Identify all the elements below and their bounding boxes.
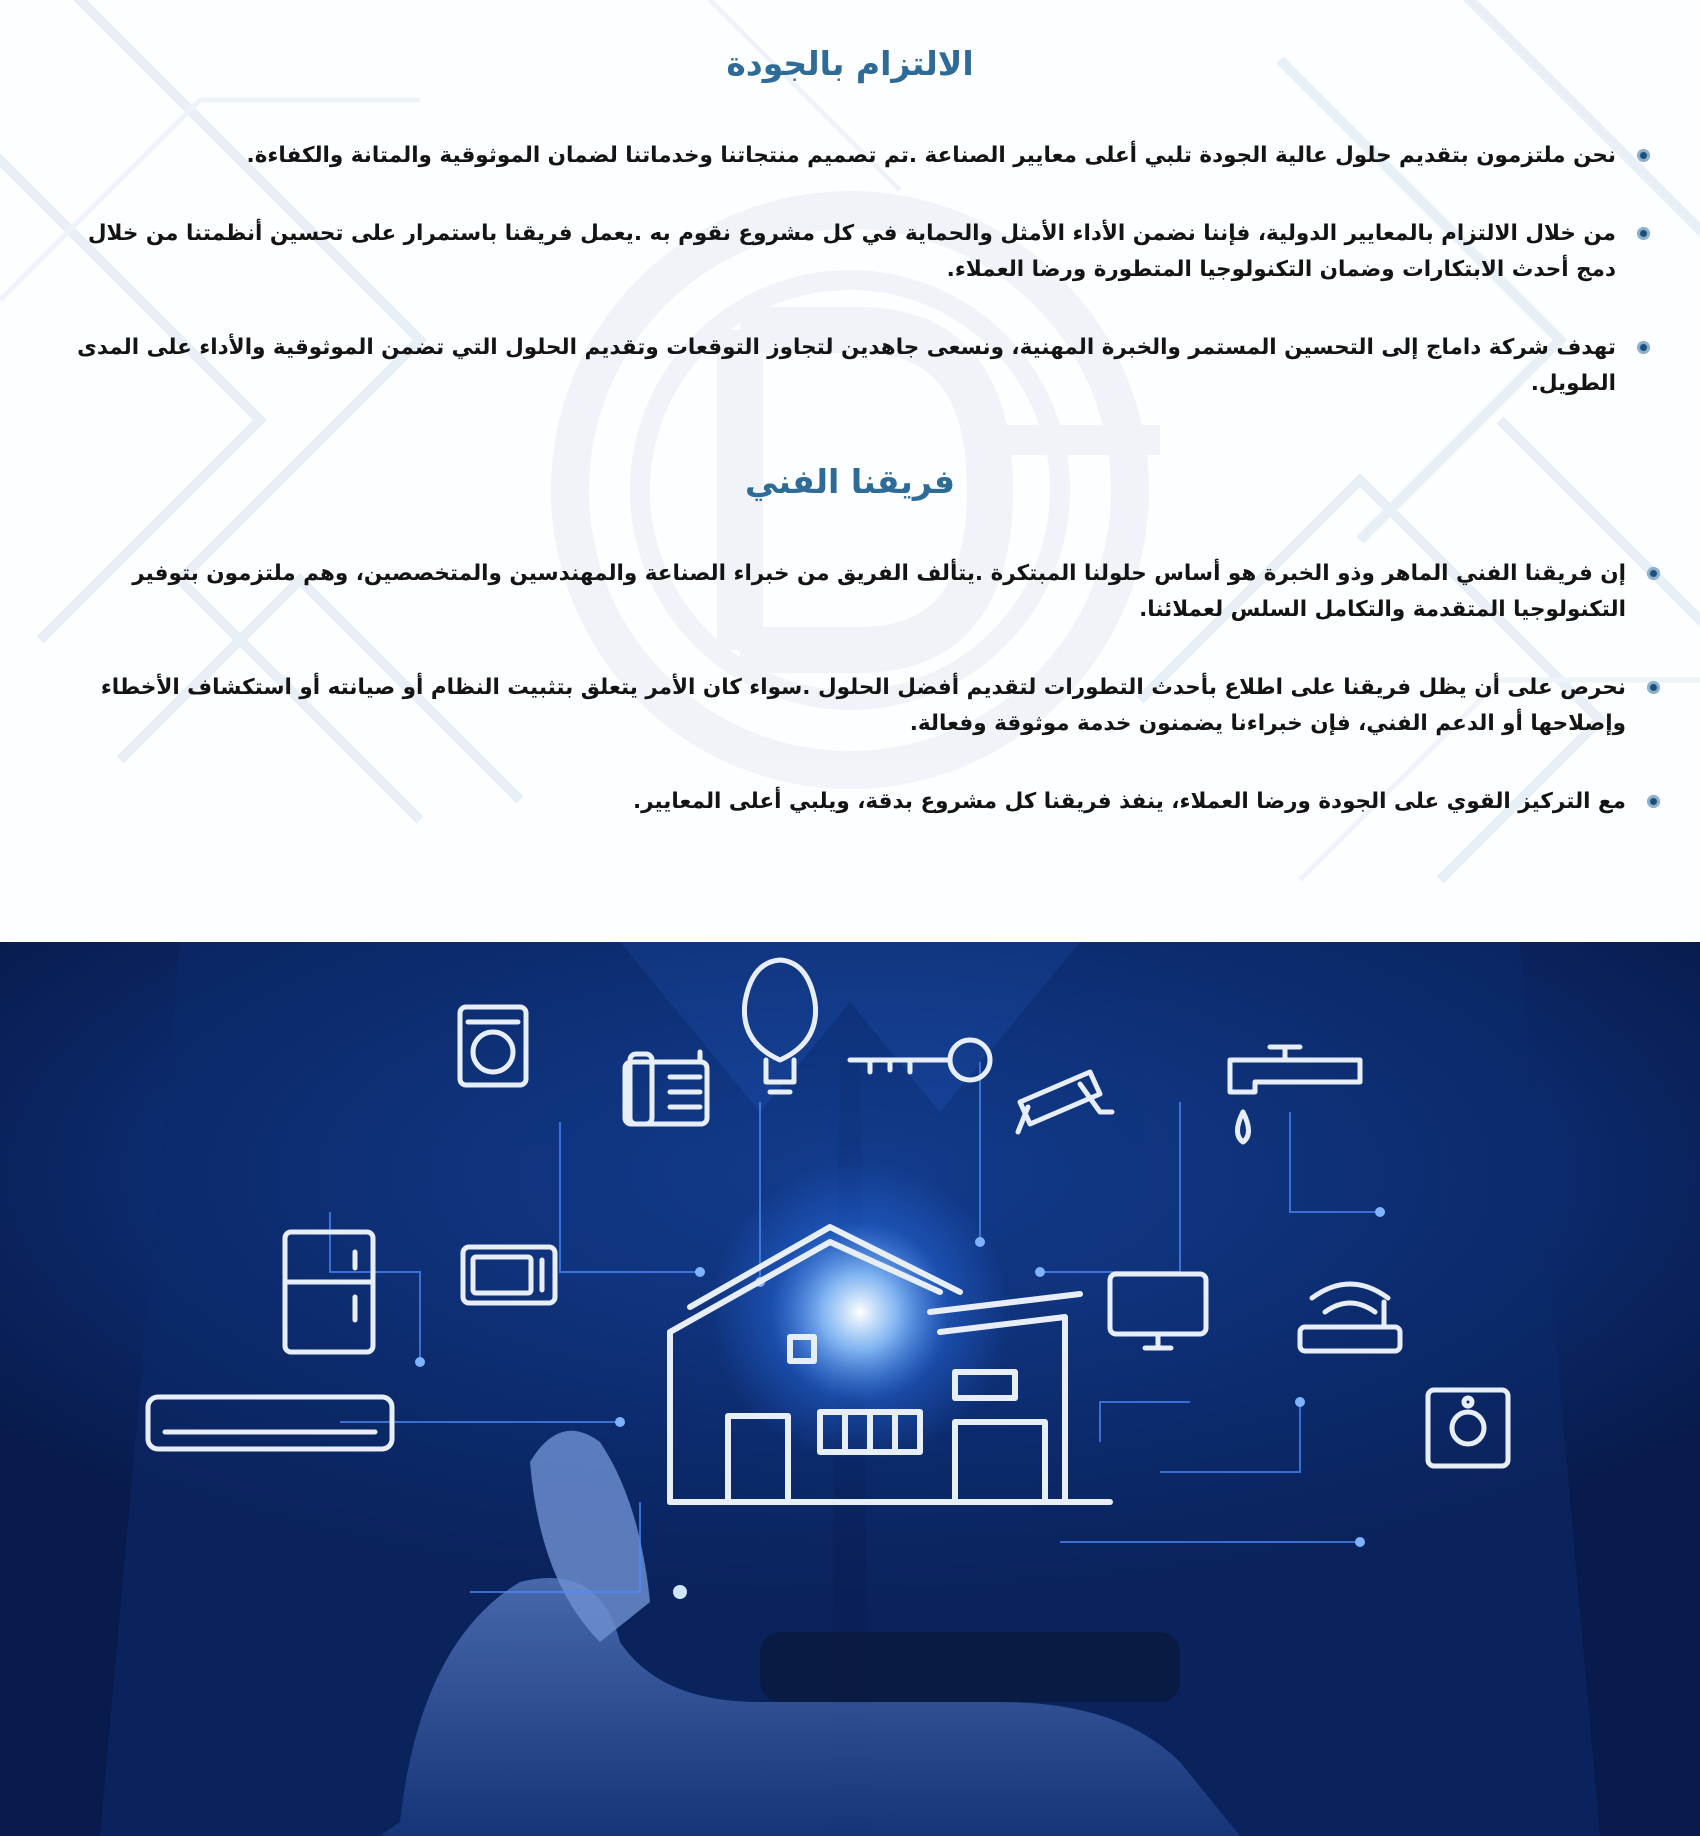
- bullet-icon: [1647, 567, 1660, 580]
- bullet-icon: [1647, 681, 1660, 694]
- list-item: [62, 216, 1650, 288]
- smart-home-illustration: [0, 942, 1700, 1836]
- bullet-icon: [1637, 341, 1650, 354]
- list-item: [22, 670, 1660, 742]
- list-item-text: إن فريقنا الفني الماهر وذو الخبرة هو أساس حلولنا المبتكرة .يتألف الفريق من خبراء الصناعة والمهندسين والمتخصصين، وهم ملتزمون بتوفير التكنولوجيا المتقدمة والتكامل السلس لعملائنا.: [132, 561, 1626, 622]
- list-item: [22, 556, 1660, 628]
- list-item: [22, 784, 1660, 820]
- team-title: فريقنا الفني: [745, 462, 955, 501]
- list-item-text: نحرص على أن يظل فريقنا على اطلاع بأحدث التطورات لتقديم أفضل الحلول .سواء كان الأمر يتعلق بتثبيت النظام أو صيانته أو استكشاف الأخطاء وإصلاحها أو الدعم الفني، فإن خبراءنا يضمنون خدمة موثوقة وفعالة.: [100, 675, 1626, 736]
- list-item-text: نحن ملتزمون بتقديم حلول عالية الجودة تلبي أعلى معايير الصناعة .تم تصميم منتجاتنا وخدماتنا لضمان الموثوقية والمتانة والكفاءة.: [246, 143, 1616, 168]
- quality-title: الالتزام بالجودة: [726, 44, 974, 83]
- quality-list: [62, 138, 1650, 444]
- list-item: [62, 330, 1650, 402]
- list-item-text: تهدف شركة داماج إلى التحسين المستمر والخبرة المهنية، ونسعى جاهدين لتجاوز التوقعات وتقديم الحلول التي تضمن الموثوقية والأداء على المدى الطويل.: [77, 335, 1616, 396]
- bullet-icon: [1647, 795, 1660, 808]
- smart-home-image: [0, 942, 1700, 1836]
- list-item-text: من خلال الالتزام بالمعايير الدولية، فإننا نضمن الأداء الأمثل والحماية في كل مشروع نقوم به .يعمل فريقنا باستمرار على تحسين أنظمتنا من خلال دمج أحدث الابتكارات وضمان التكنولوجيا المتطورة ورضا العملاء.: [87, 221, 1616, 282]
- bullet-icon: [1637, 149, 1650, 162]
- bullet-icon: [1637, 227, 1650, 240]
- list-item: [62, 138, 1650, 174]
- list-item-text: مع التركيز القوي على الجودة ورضا العملاء، ينفذ فريقنا كل مشروع بدقة، ويلبي أعلى المعايير.: [632, 789, 1626, 814]
- team-list: [22, 556, 1660, 862]
